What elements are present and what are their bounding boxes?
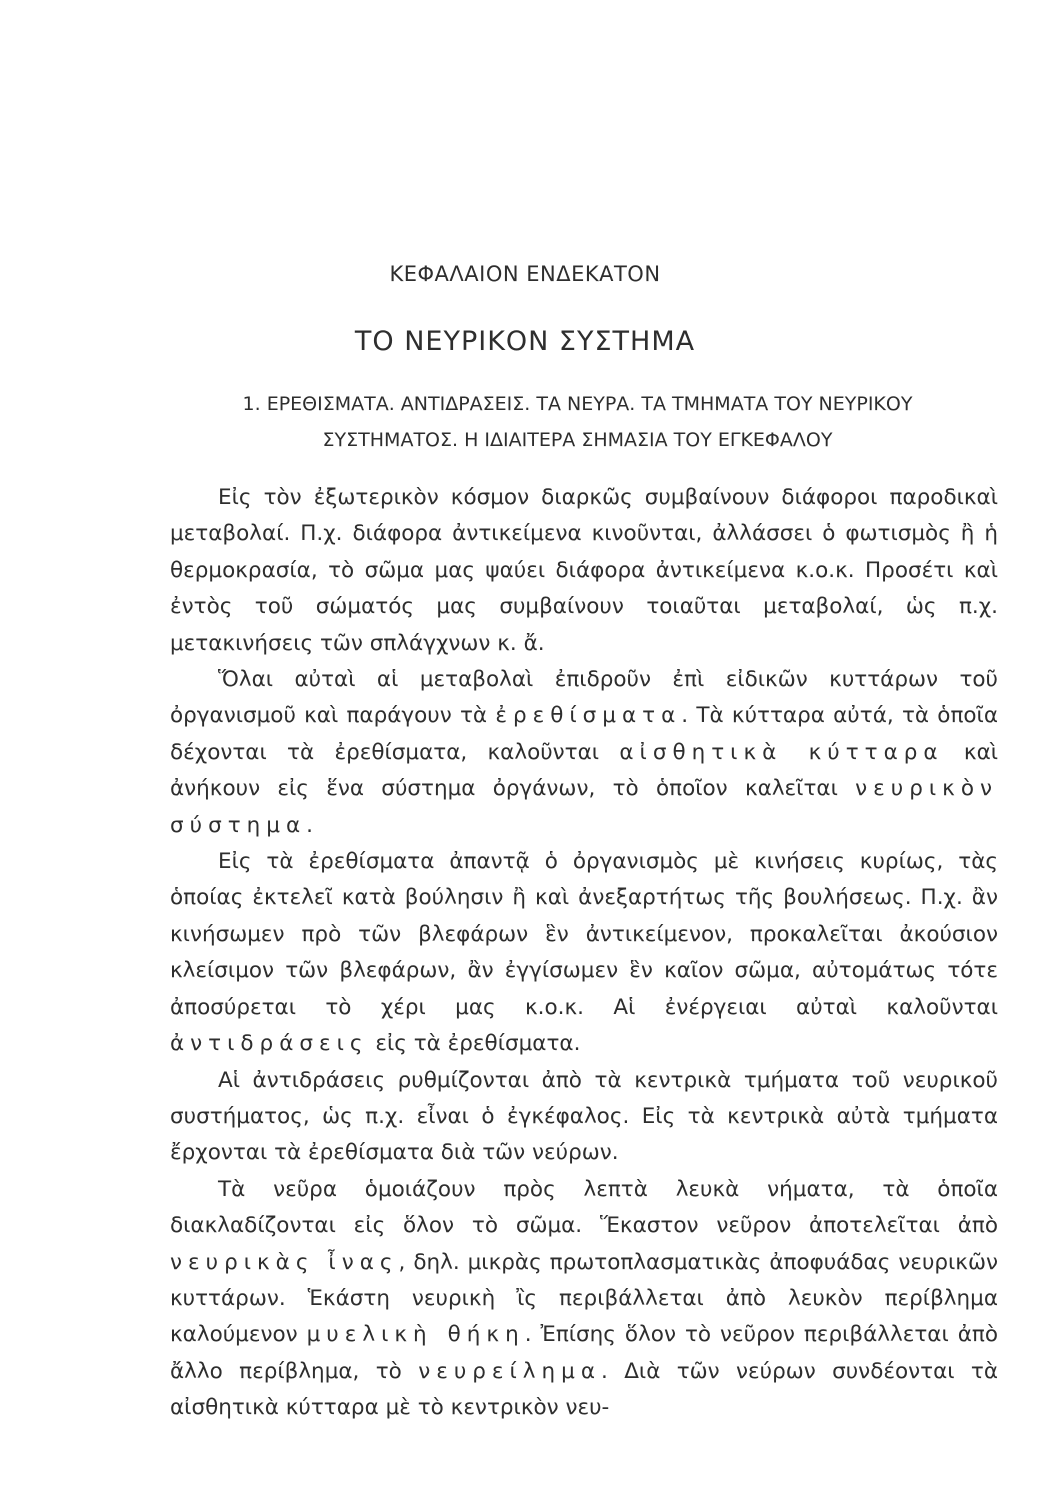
paragraph-3-text-a: Εἰς τὰ ἐρεθίσματα ἀπαντᾷ ὁ ὀργανισμὸς μὲ κινήσεις κυρίως, τὰς ὁποίας ἐκτελεῖ κατὰ βούλησιν ἢ καὶ ἀνεξαρτήτως τῆς βουλήσεως. Π.χ. ἂν κινήσωμεν πρὸ τῶν βλεφάρων ἓν ἀντικείμενον, προκαλεῖται ἀκούσιον κλείσιμον τῶν βλεφάρων, ἂν ἐγγίσωμεν ἓν καῖον σῶμα, αὐτομάτως τότε ἀποσύρεται τὸ χέρι μας κ.ο.κ. Αἱ ἐνέργειαι αὐταὶ καλοῦνται	[170, 849, 998, 1020]
spaced-term-erethismata: ἐρεθίσματα	[495, 703, 682, 729]
paragraph-5-text-b: , δηλ. μικρὰς πρωτοπλασματικὰς ἀποφυάδας νευρικῶν κυττάρων. Ἑκάστη νευρικὴ ἲς περιβάλλεται ἀπὸ λευκὸν περίβλημα καλούμενον	[170, 1249, 998, 1348]
paragraph-5-text-c: . Ἐπίσης ὅλον τὸ νεῦρον περιβάλλεται ἀπὸ ἄλλο περίβλημα, τὸ	[170, 1322, 998, 1384]
section-heading-line-2: ΣΥΣΤΗΜΑΤΟΣ. Η ΙΔΙΑΙΤΕΡΑ ΣΗΜΑΣΙΑ ΤΟΥ ΕΓΚΕΦΑΛΟΥ	[322, 429, 833, 451]
spaced-term-aisthitika-kyttara: αἰσθητικὰ κύτταρα	[619, 739, 944, 765]
spaced-term-neurikon-systima: νευρικὸν σύστημα	[170, 776, 998, 838]
paragraph-2-text-a: Ὅλαι αὐταὶ αἱ μεταβολαὶ ἐπιδροῦν ἐπὶ εἰδικῶν κυττάρων τοῦ ὀργανισμοῦ καὶ παράγουν τὰ	[170, 667, 998, 729]
section-heading	[170, 386, 985, 458]
paragraph-4: Αἱ ἀντιδράσεις ρυθμίζονται ἀπὸ τὰ κεντρικὰ τμήματα τοῦ νευρικοῦ συστήματος, ὡς π.χ. εἶναι ὁ ἐγκέφαλος. Εἰς τὰ κεντρικὰ αὐτὰ τμήματα ἔρχονται τὰ ἐρεθίσματα διὰ τῶν νεύρων.	[170, 1067, 998, 1166]
paragraph-2-text-b: . Τὰ κύτταρα αὐτά, τὰ ὁποῖα δέχονται τὰ ἐρεθίσματα, καλοῦνται	[170, 703, 999, 765]
body-text	[170, 480, 998, 1427]
paragraph-2-text-c: καὶ ἀνήκουν εἰς ἕνα σύστημα ὀργάνων, τὸ ὁποῖον καλεῖται	[170, 739, 999, 802]
spaced-term-myeliki-thiki: μυελικὴ θήκη	[306, 1322, 525, 1348]
spaced-term-neurikas-inas: νευρικὰς ἶνας	[170, 1249, 399, 1275]
spaced-term-neureilima: νευρείλημα	[418, 1358, 602, 1384]
paragraph-3-text-b: εἰς τὰ ἐρεθίσματα.	[368, 1031, 581, 1057]
paragraph-5-text-d: . Διὰ τῶν νεύρων συνδέονται τὰ αἰσθητικὰ κύτταρα μὲ τὸ κεντρικὸν νευ-	[170, 1358, 998, 1421]
section-heading-line-1: 1. ΕΡΕΘΙΣΜΑΤΑ. ΑΝΤΙΔΡΑΣΕΙΣ. ΤΑ ΝΕΥΡΑ. ΤΑ ΤΜΗΜΑΤΑ ΤΟΥ ΝΕΥΡΙΚΟΥ	[242, 393, 913, 415]
paragraph-5	[170, 1172, 998, 1427]
chapter-label: ΚΕΦΑΛΑΙΟΝ ΕΝΔΕΚΑΤΟΝ	[389, 262, 661, 286]
paragraph-2	[170, 662, 998, 844]
paragraph-1: Εἰς τὸν ἐξωτερικὸν κόσμον διαρκῶς συμβαίνουν διάφοροι παροδικαὶ μεταβολαί. Π.χ. διάφορα ἀντικείμενα κινοῦνται, ἀλλάσσει ὁ φωτισμὸς ἢ ἡ θερμοκρασία, τὸ σῶμα μας ψαύει διάφορα ἀντικείμενα κ.ο.κ. Προσέτι καὶ ἐντὸς τοῦ σώματός μας συμβαίνουν τοιαῦται μεταβολαί, ὡς π.χ. μετακινήσεις τῶν σπλάγχνων κ. ἄ.	[170, 485, 998, 656]
paragraph-3	[170, 844, 998, 1062]
chapter-title: ΤΟ ΝΕΥΡΙΚΟΝ ΣΥΣΤΗΜΑ	[354, 326, 696, 357]
paragraph-5-text-a: Τὰ νεῦρα ὁμοιάζουν πρὸς λεπτὰ λευκὰ νήματα, τὰ ὁποῖα διακλαδίζονται εἰς ὅλον τὸ σῶμα. Ἕκαστον νεῦρον ἀποτελεῖται ἀπὸ	[170, 1176, 998, 1239]
spaced-term-antidraseis: ἀντιδράσεις	[170, 1031, 369, 1057]
paragraph-2-text-d: .	[306, 812, 313, 838]
